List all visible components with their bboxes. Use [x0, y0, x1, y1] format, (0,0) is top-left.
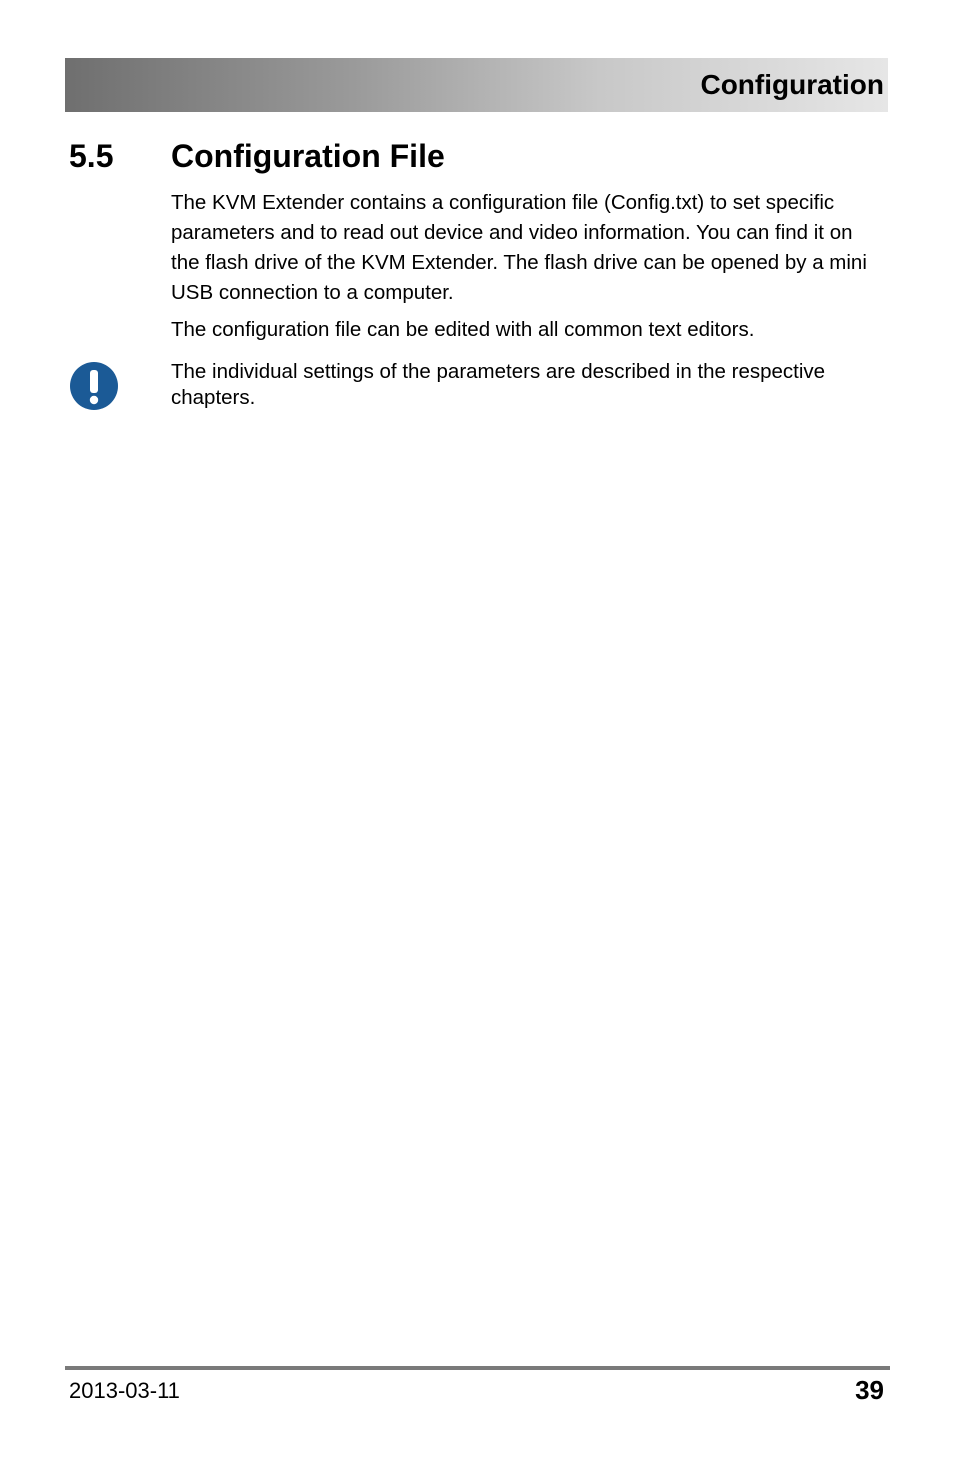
chapter-header-band: [65, 58, 888, 112]
footer-date: 2013-03-11: [69, 1378, 180, 1403]
footer-divider: [65, 1366, 890, 1370]
chapter-title: Configuration: [700, 69, 884, 100]
page-number: 39: [855, 1375, 884, 1405]
section-number: 5.5: [69, 138, 114, 174]
exclamation-icon: [69, 361, 119, 411]
note-text: The individual settings of the parameters are described in the respective chapters.: [171, 360, 826, 409]
section-heading: [69, 134, 445, 178]
body-paragraph: The KVM Extender contains a configuration file (Config.txt) to set specific parameters and to read out device and video information. You can find it on the flash drive of the KVM Extender. The flash drive can be opened by a mini USB connection to a computer.: [171, 191, 867, 304]
section-title: Configuration File: [171, 138, 445, 174]
exclamation-icon-graphic: [69, 361, 119, 411]
body-paragraph: The configuration file can be edited with all common text editors.: [171, 318, 755, 341]
